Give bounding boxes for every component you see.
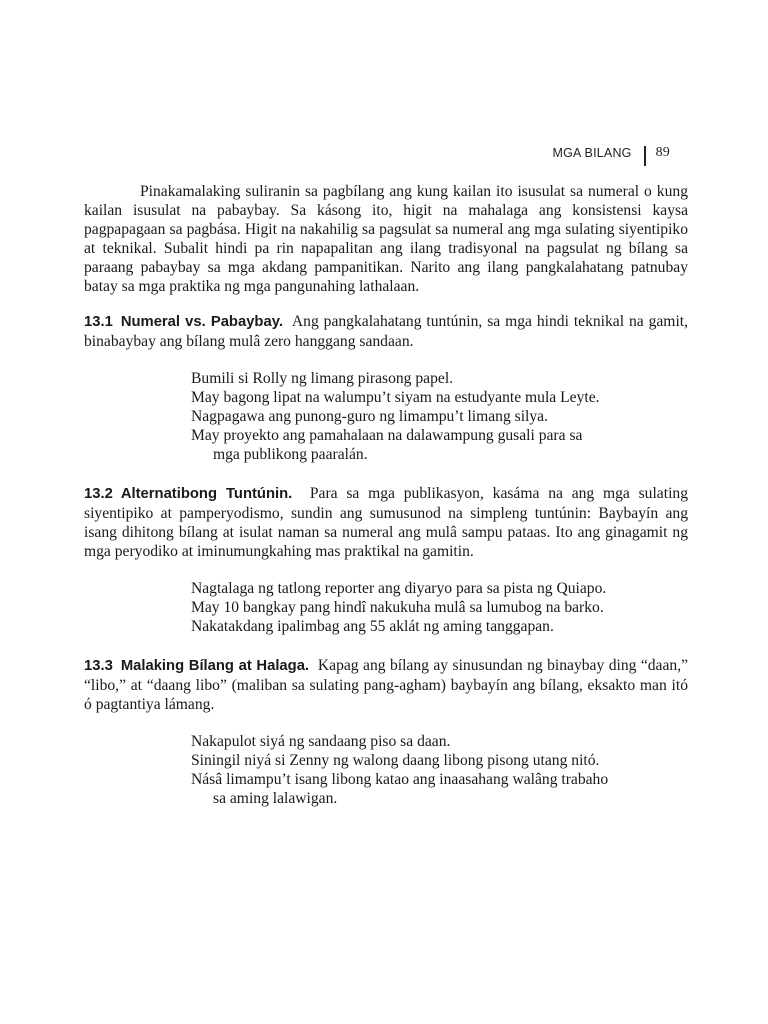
example-line: May proyekto ang pamahalaan na dalawampung gusali para sa mga publikong paaralán. bbox=[191, 427, 583, 463]
section-13-3-examples bbox=[191, 732, 621, 808]
section-text: Kapag ang bílang ay sinusundan ng binaybay ding “daan,” “libo,” at “daang libo” (maliban sa sulating pang-agham) baybayín ang bílang, eksakto man itó ó pagtantiya lámang. bbox=[84, 657, 689, 713]
running-header-title: MGA BILANG bbox=[552, 146, 632, 160]
section-title: Alternatibong Tuntúnin. bbox=[120, 486, 293, 502]
header-divider bbox=[644, 146, 646, 166]
running-header bbox=[552, 143, 670, 163]
example-line: Bumili si Rolly ng limang pirasong papel. bbox=[191, 370, 454, 387]
section-13-3-heading bbox=[84, 658, 309, 674]
section-13-2-examples bbox=[191, 579, 621, 636]
example-line: Nakatakdang ipalimbag ang 55 aklát ng aming tanggapan. bbox=[191, 618, 554, 635]
section-number: 13.2 bbox=[84, 486, 113, 502]
example-line: Nakapulot siyá ng sandaang piso sa daan. bbox=[191, 733, 451, 750]
section-title: Malaking Bílang at Halaga. bbox=[120, 658, 310, 674]
example-line: May 10 bangkay pang hindî nakukuha mulâ sa lumubog na barko. bbox=[191, 599, 604, 616]
section-13-3-paragraph bbox=[84, 656, 688, 714]
body-text bbox=[84, 182, 688, 808]
section-13-1-heading bbox=[84, 314, 283, 330]
section-13-2-heading bbox=[84, 486, 292, 502]
example-line: Nagpagawa ang punong-guro ng limampu’t limang silya. bbox=[191, 408, 548, 425]
section-number: 13.3 bbox=[84, 658, 113, 674]
page-number: 89 bbox=[655, 145, 670, 160]
section-text: Para sa mga publikasyon, kasáma na ang mga sulating siyentipiko at pamperyodismo, sundin ang sumusunod na simpleng tuntúnin: Baybayín ang isang dihitong bílang at isulat naman sa numeral ang mulâ sampu pataas. Ito ang ginagamit ng mga peryodiko at iminumungkahing mas praktikal na gamitin. bbox=[84, 485, 688, 560]
example-line: May bagong lipat na walumpu’t siyam na estudyante mula Leyte. bbox=[191, 389, 600, 406]
intro-paragraph: Pinakamalaking suliranin sa pagbílang ang kung kailan ito isusulat sa numeral o kung kailan isusulat na pabaybay. Sa kásong ito, higit na mahalaga ang konsistensi kaysa pagpapagaan sa pagbása. Higit na nakahilig sa pagsulat sa numeral ang mga sulating siyentipiko at teknikal. Subalit hindi pa rin napapalitan ang ilang tradisyonal na pagsulat ng bílang sa paraang pabaybay sa mga akdang pampanitikan. Narito ang ilang pangkalahatang patnubay batay sa mga praktika ng mga pangunahing lathalaan. bbox=[84, 183, 688, 295]
section-number: 13.1 bbox=[84, 314, 113, 330]
section-title: Numeral vs. Pabaybay. bbox=[120, 314, 283, 330]
section-13-1-examples bbox=[191, 369, 611, 464]
section-13-2-paragraph bbox=[84, 484, 688, 561]
example-line: Nagtalaga ng tatlong reporter ang diyaryo para sa pista ng Quiapo. bbox=[191, 580, 607, 597]
section-13-1-paragraph bbox=[84, 312, 688, 351]
example-line: Násâ limampu’t isang libong katao ang inaasahang walâng trabaho sa aming lalawigan. bbox=[191, 771, 609, 807]
section-text: Ang pangkalahatang tuntúnin, sa mga hindi teknikal na gamit, binabaybay ang bílang mulâ zero hanggang sandaan. bbox=[84, 313, 689, 350]
example-line: Siningil niyá si Zenny ng walong daang libong pisong utang nitó. bbox=[191, 752, 600, 769]
